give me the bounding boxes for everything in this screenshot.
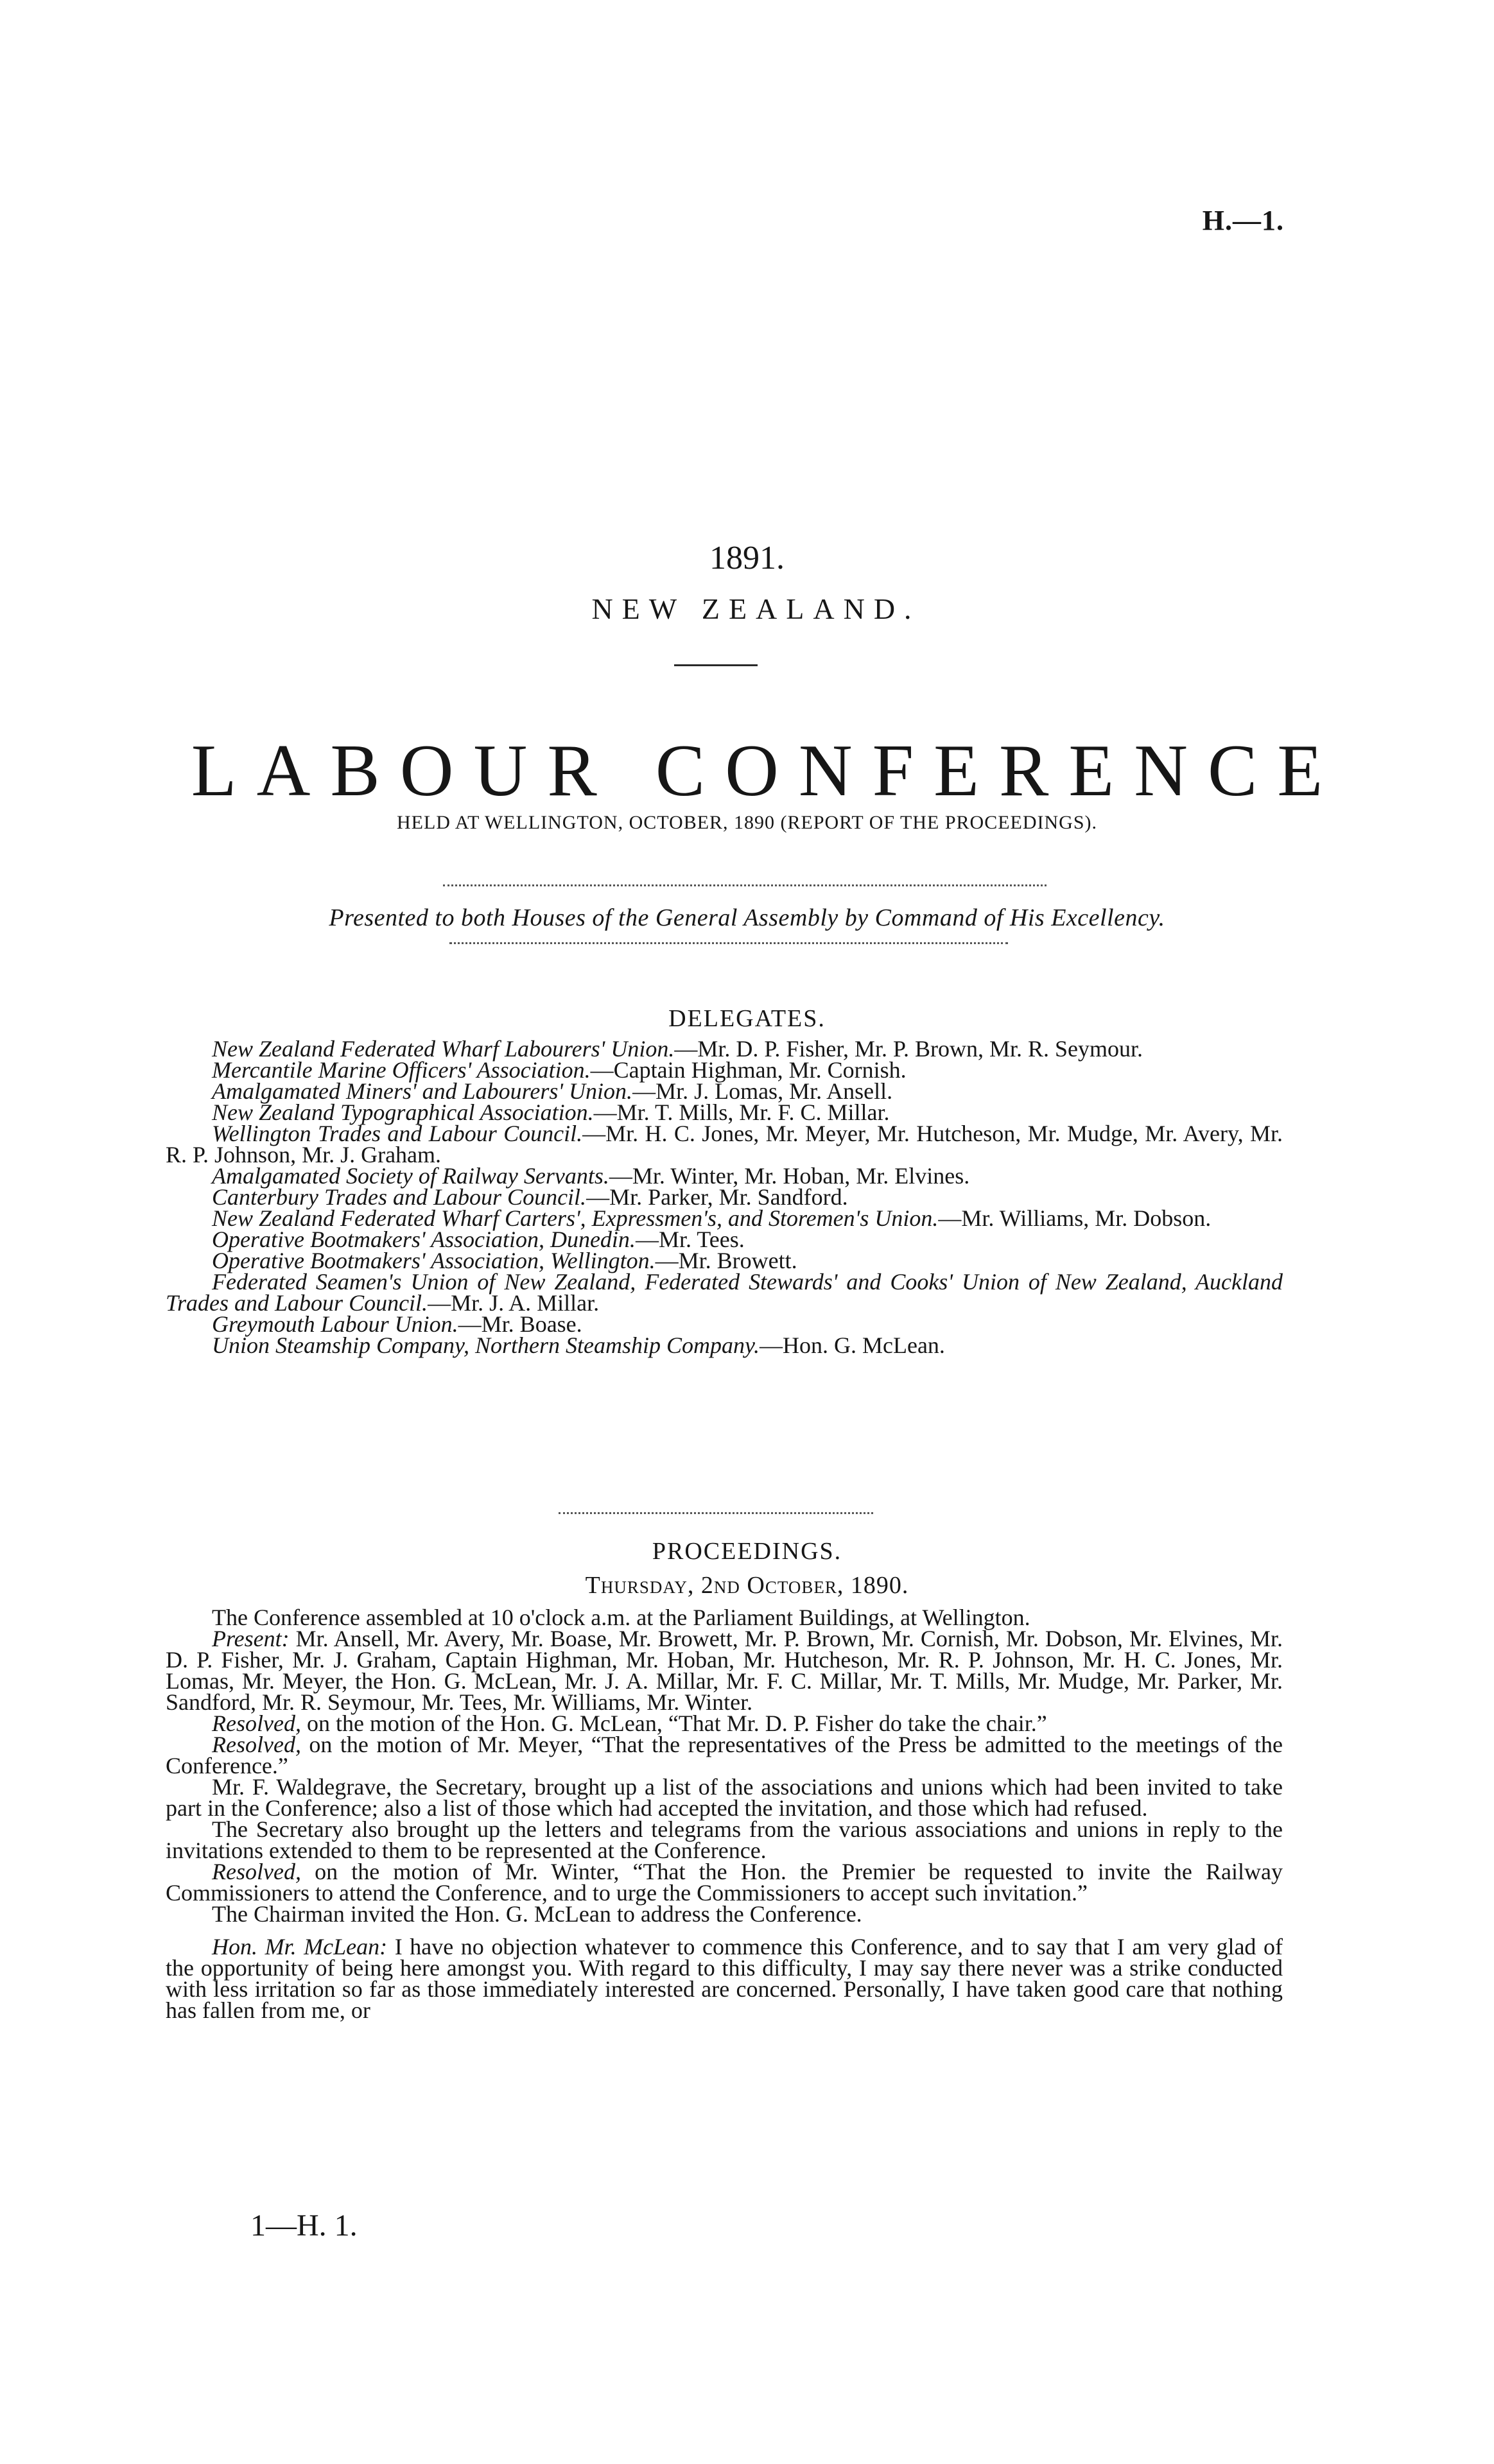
proceedings-body xyxy=(166,1607,1283,2021)
delegate-org: Mercantile Marine Officers' Association. xyxy=(212,1057,591,1083)
delegate-names: —Hon. G. McLean. xyxy=(760,1332,945,1358)
proceedings-heading: PROCEEDINGS. xyxy=(652,1538,842,1565)
delegate-names: —Mr. Browett. xyxy=(655,1248,797,1273)
delegate-org: Wellington Trades and Labour Council. xyxy=(212,1121,583,1146)
delegate-names: —Mr. Tees. xyxy=(635,1227,745,1252)
delegate-names: —Mr. H. C. Jones, Mr. Meyer, Mr. Hutcheson, Mr. Mudge, Mr. Avery, Mr. R. P. Johnson, Mr. J. Graham. xyxy=(166,1121,1283,1167)
presented-line: Presented to both Houses of the General Assembly by Command of His Excellency. xyxy=(329,904,1165,931)
year: 1891. xyxy=(709,540,785,576)
paragraph-text: The Secretary also brought up the letters and telegrams from the various associations and unions in reply to the invitations extended to them to be represented at the Conference. xyxy=(166,1816,1283,1863)
presented-rule-bottom xyxy=(449,942,1008,944)
delegate-org: Operative Bootmakers' Association, Dunedin. xyxy=(212,1227,636,1252)
proceedings-paragraph xyxy=(166,1936,1283,2021)
delegate-org: New Zealand Federated Wharf Labourers' Union. xyxy=(212,1036,675,1062)
footer-code: 1—H. 1. xyxy=(250,2209,358,2243)
paragraph-lead: Resolved, xyxy=(212,1859,301,1884)
country: NEW ZEALAND. xyxy=(591,592,921,625)
delegate-names: —Mr. Boase. xyxy=(458,1311,582,1337)
delegate-org: Union Steamship Company, Northern Steamship Company. xyxy=(212,1332,760,1358)
paragraph-text: I have no objection whatever to commence this Conference, and to say that I am very glad of the opportunity of being here amongst you. With regard to this difficulty, I may say there never was a strike conducted with less irritation so far as those immediately interested are concerned. Personally, I have taken good care that nothing has fallen from me, or xyxy=(166,1934,1283,2023)
paragraph-lead: Present: xyxy=(212,1626,290,1651)
section-divider xyxy=(559,1512,873,1514)
delegate-org: New Zealand Typographical Association. xyxy=(212,1099,594,1125)
document-subtitle: HELD AT WELLINGTON, OCTOBER, 1890 (REPORT OF THE PROCEEDINGS). xyxy=(396,812,1098,833)
paragraph-text: on the motion of the Hon. G. McLean, “That Mr. D. P. Fisher do take the chair.” xyxy=(300,1710,1047,1736)
delegate-names: —Captain Highman, Mr. Cornish. xyxy=(590,1057,907,1083)
delegates-heading: DELEGATES. xyxy=(668,1005,826,1032)
delegate-org: Federated Seamen's Union of New Zealand, Federated Stewards' and Cooks' Union of New Zealand, Auckland Trades and Labour Council. xyxy=(166,1269,1283,1316)
delegate-org: Amalgamated Society of Railway Servants. xyxy=(212,1163,609,1189)
proceedings-paragraph xyxy=(166,1774,1283,1821)
delegate-names: —Mr. Williams, Mr. Dobson. xyxy=(938,1205,1212,1231)
paragraph-lead: Resolved, xyxy=(212,1710,301,1736)
proceedings-paragraph xyxy=(166,1628,1283,1713)
delegate-entry xyxy=(166,1123,1283,1166)
delegate-org: Greymouth Labour Union. xyxy=(212,1311,458,1337)
delegate-entry xyxy=(166,1332,1283,1358)
delegate-names: —Mr. Parker, Mr. Sandford. xyxy=(586,1184,848,1210)
date-line: Thursday, 2nd October, 1890. xyxy=(585,1572,909,1599)
paragraph-text: on the motion of Mr. Winter, “That the Hon. the Premier be requested to invite the Railway Commissioners to attend the Conference, and to urge the Commissioners to accept such invitation.” xyxy=(166,1859,1283,1906)
delegates-list xyxy=(166,1038,1283,1356)
delegate-names: —Mr. J. A. Millar. xyxy=(428,1290,600,1316)
delegate-org: Amalgamated Miners' and Labourers' Union. xyxy=(212,1078,633,1104)
paragraph-text: The Conference assembled at 10 o'clock a.m. at the Parliament Buildings, at Wellington. xyxy=(212,1605,1030,1630)
delegate-names: —Mr. T. Mills, Mr. F. C. Millar. xyxy=(593,1099,890,1125)
delegate-entry xyxy=(166,1271,1283,1314)
page-code: H.—1. xyxy=(1202,205,1284,236)
proceedings-paragraph xyxy=(166,1901,1283,1927)
document-title: LABOUR CONFERENCE xyxy=(191,730,1343,812)
delegate-names: —Mr. Winter, Mr. Hoban, Mr. Elvines. xyxy=(609,1163,970,1189)
delegate-org: New Zealand Federated Wharf Carters', Expressmen's, and Storemen's Union. xyxy=(212,1205,939,1231)
paragraph-text: Mr. F. Waldegrave, the Secretary, brought up a list of the associations and unions which had been invited to take part in the Conference; also a list of those which had accepted the invitation, and those which had refused. xyxy=(166,1774,1283,1821)
paragraph-lead: Resolved, xyxy=(212,1732,301,1757)
delegate-names: —Mr. J. Lomas, Mr. Ansell. xyxy=(632,1078,893,1104)
paragraph-text: The Chairman invited the Hon. G. McLean to address the Conference. xyxy=(212,1901,862,1927)
delegate-org: Operative Bootmakers' Association, Wellington. xyxy=(212,1248,656,1273)
paragraph-text: on the motion of Mr. Meyer, “That the representatives of the Press be admitted to the meetings of the Conference.” xyxy=(166,1732,1283,1779)
proceedings-paragraph xyxy=(166,1734,1283,1777)
title-divider xyxy=(674,664,758,666)
proceedings-paragraph xyxy=(166,1816,1283,1863)
paragraph-text: Mr. Ansell, Mr. Avery, Mr. Boase, Mr. Browett, Mr. P. Brown, Mr. Cornish, Mr. Dobson, Mr. Elvines, Mr. D. P. Fisher, Mr. J. Graham, Captain Highman, Mr. Hoban, Mr. Hutcheson, Mr. R. P. Johnson, Mr. H. C. Jones, Mr. Lomas, Mr. Meyer, the Hon. G. McLean, Mr. J. A. Millar, Mr. F. C. Millar, Mr. T. Mills, Mr. Mudge, Mr. Parker, Mr. Sandford, Mr. R. Seymour, Mr. Tees, Mr. Williams, Mr. Winter. xyxy=(166,1626,1283,1715)
proceedings-paragraph xyxy=(166,1861,1283,1904)
presented-rule-top xyxy=(443,884,1047,886)
delegate-org: Canterbury Trades and Labour Council. xyxy=(212,1184,587,1210)
paragraph-lead: Hon. Mr. McLean: xyxy=(212,1934,388,1960)
delegate-names: —Mr. D. P. Fisher, Mr. P. Brown, Mr. R. Seymour. xyxy=(674,1036,1143,1062)
